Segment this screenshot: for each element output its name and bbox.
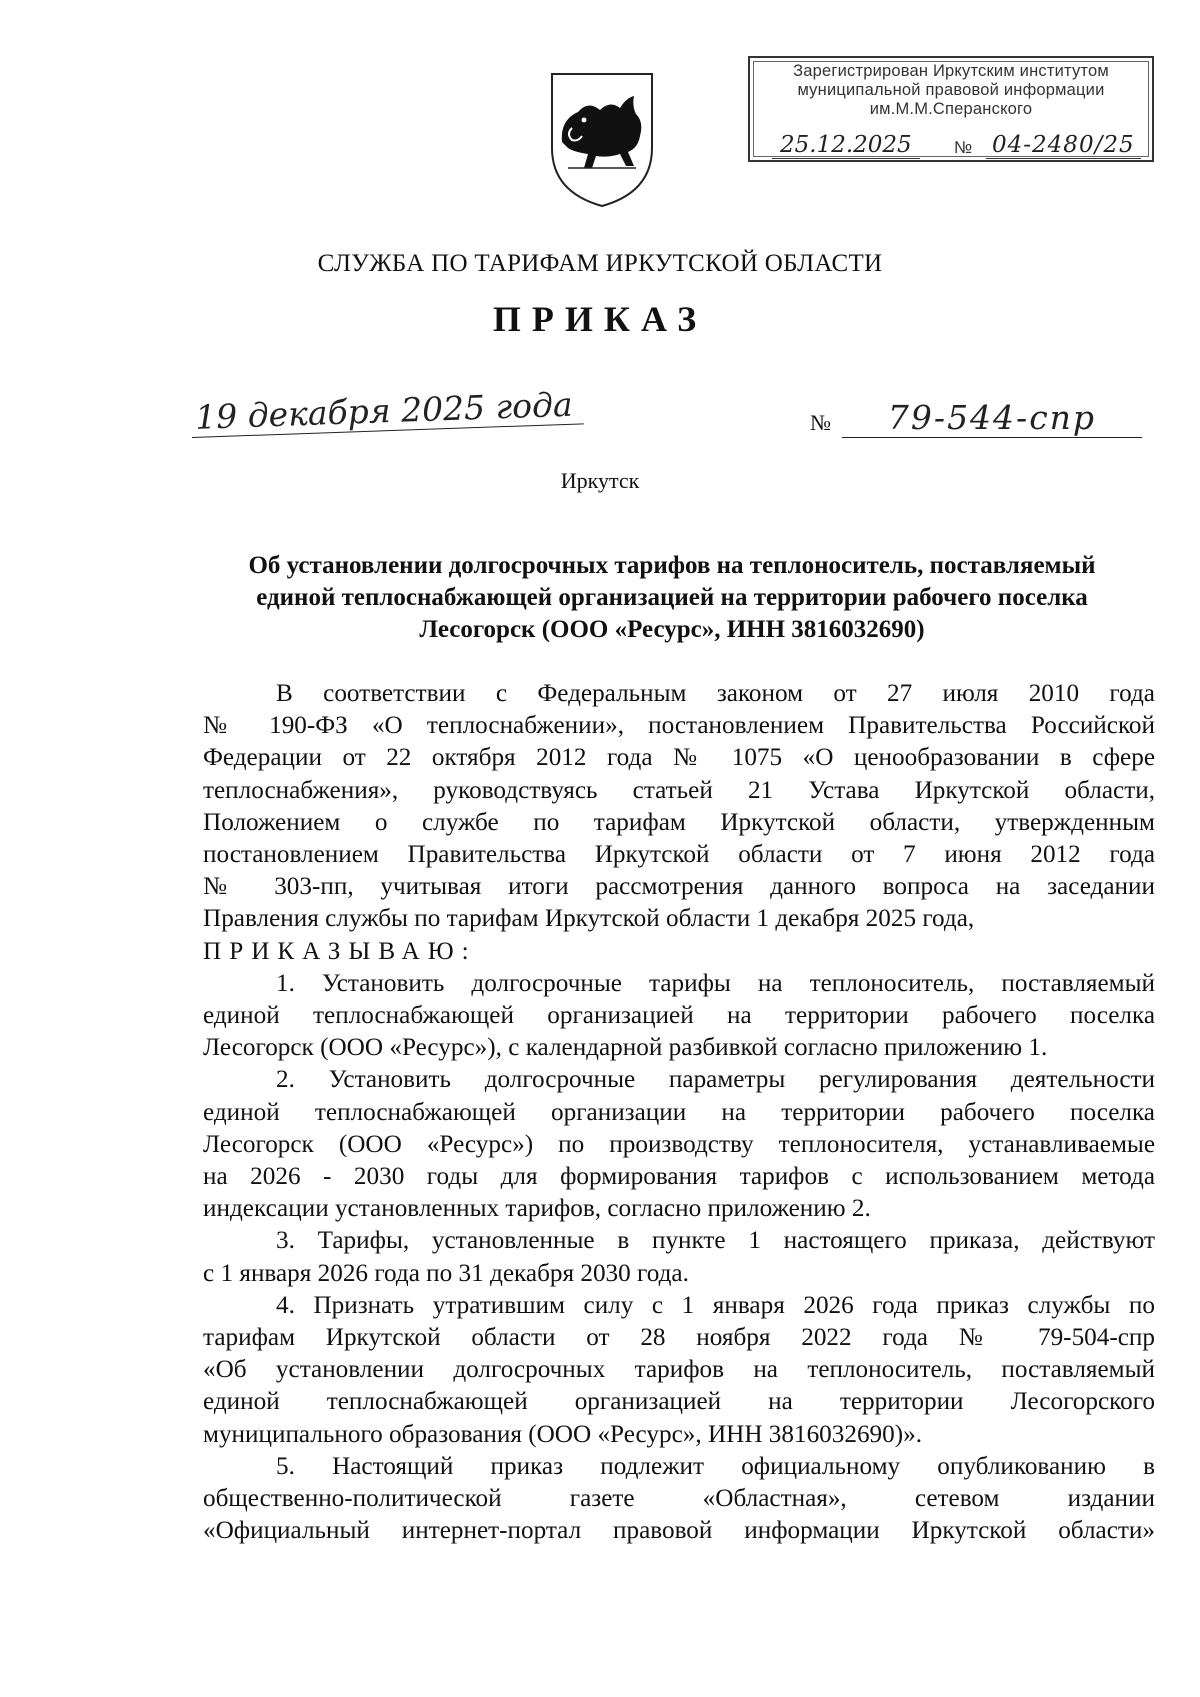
document-body bbox=[203, 678, 1155, 1547]
clause-3-line: 3. Тарифы, установленные в пункте 1 настоящего приказа, действуют bbox=[276, 1227, 1155, 1255]
paragraph-preamble-line: постановлением Правительства Иркутской области от 7 июня 2012 года bbox=[203, 841, 1155, 869]
stamp-date: 25.12.2025 bbox=[772, 132, 920, 159]
clause-4-line: «Об установлении долгосрочных тарифов на теплоноситель, поставляемый bbox=[203, 1356, 1155, 1384]
title-line: единой теплоснабжающей организацией на территории рабочего поселка bbox=[256, 584, 1088, 611]
clause-2-line: индексации установленных тарифов, согласно приложению 2. bbox=[203, 1195, 871, 1223]
paragraph-preamble-line: Положением о службе по тарифам Иркутской области, утвержденным bbox=[203, 808, 1155, 836]
clause-3-line: с 1 января 2026 года по 31 декабря 2030 года. bbox=[203, 1259, 689, 1287]
stamp-line: им.М.М.Сперанского bbox=[869, 100, 1033, 118]
paragraph-preamble-line: Федерации от 22 октября 2012 года № 1075 «О ценообразовании в сфере bbox=[203, 744, 1155, 772]
paragraph-preamble-line: № 303-пп, учитывая итоги рассмотрения данного вопроса на заседании bbox=[203, 873, 1155, 901]
clause-2-line: 2. Установить долгосрочные параметры регулирования деятельности bbox=[276, 1066, 1155, 1094]
stamp-line: муниципальной правовой информации bbox=[797, 81, 1105, 99]
document-type: ПРИКАЗ bbox=[492, 299, 708, 339]
document-title bbox=[196, 550, 1148, 646]
clause-4-line: тарифам Иркутской области от 28 ноября 2022 года № 79-504-спр bbox=[203, 1324, 1155, 1352]
clause-2-line: Лесогорск (ООО «Ресурс») по производству теплоносителя, устанавливаемые bbox=[203, 1130, 1155, 1158]
agency-name: СЛУЖБА ПО ТАРИФАМ ИРКУТСКОЙ ОБЛАСТИ bbox=[317, 250, 883, 277]
clause-2-line: на 2026 - 2030 годы для формирования тарифов с использованием метода bbox=[203, 1163, 1155, 1191]
clause-5-line: 5. Настоящий приказ подлежит официальному опубликованию в bbox=[276, 1452, 1155, 1480]
city: Иркутск bbox=[560, 468, 640, 493]
order-keyword: ПРИКАЗЫВАЮ: bbox=[203, 937, 477, 965]
paragraph-preamble-line: теплоснабжения», руководствуясь статьей 21 Устава Иркутской области, bbox=[203, 776, 1155, 804]
paragraph-preamble-line: В соответствии с Федеральным законом от 27 июля 2010 года bbox=[276, 680, 1155, 707]
title-line: Об установлении долгосрочных тарифов на теплоноситель, поставляемый bbox=[248, 552, 1096, 579]
order-number-label: № bbox=[810, 410, 831, 435]
clause-1-line: единой теплоснабжающей организацией на территории рабочего поселка bbox=[203, 1002, 1155, 1030]
paragraph-preamble-line: Правления службы по тарифам Иркутской области 1 декабря 2025 года, bbox=[203, 905, 975, 933]
clause-2-line: единой теплоснабжающей организации на территории рабочего поселка bbox=[203, 1098, 1155, 1126]
clause-4-line: 4. Признать утратившим силу с 1 января 2026 года приказ службы по bbox=[276, 1291, 1155, 1319]
clause-4-line: единой теплоснабжающей организацией на территории Лесогорского bbox=[203, 1388, 1155, 1416]
stamp-number: 04-2480/25 bbox=[986, 132, 1141, 159]
stamp-line: Зарегистрирован Иркутским институтом bbox=[793, 62, 1109, 80]
clause-4-line: муниципального образования (ООО «Ресурс», ИНН 3816032690)». bbox=[203, 1420, 923, 1448]
clause-1-line: Лесогорск (ООО «Ресурс»), с календарной разбивкой согласно приложению 1. bbox=[203, 1034, 1048, 1062]
registration-stamp bbox=[748, 56, 1154, 162]
clause-5-line: общественно-политической газете «Областная», сетевом издании bbox=[203, 1485, 1155, 1513]
irkutsk-coat-of-arms-icon bbox=[548, 70, 656, 210]
clause-1-line: 1. Установить долгосрочные тарифы на теплоноситель, поставляемый bbox=[276, 969, 1155, 997]
title-line: Лесогорск (ООО «Ресурс», ИНН 3816032690) bbox=[419, 616, 925, 643]
paragraph-preamble-line: № 190-ФЗ «О теплоснабжении», постановлением Правительства Российской bbox=[203, 712, 1155, 740]
order-date: 19 декабря 2025 года bbox=[191, 384, 584, 438]
order-number: 79-544-спр bbox=[842, 398, 1142, 438]
stamp-number-label: № bbox=[954, 138, 973, 157]
stamp-registration-row bbox=[762, 132, 1142, 162]
clause-5-line: «Официальный интернет-портал правовой информации Иркутской области» bbox=[203, 1517, 1155, 1545]
